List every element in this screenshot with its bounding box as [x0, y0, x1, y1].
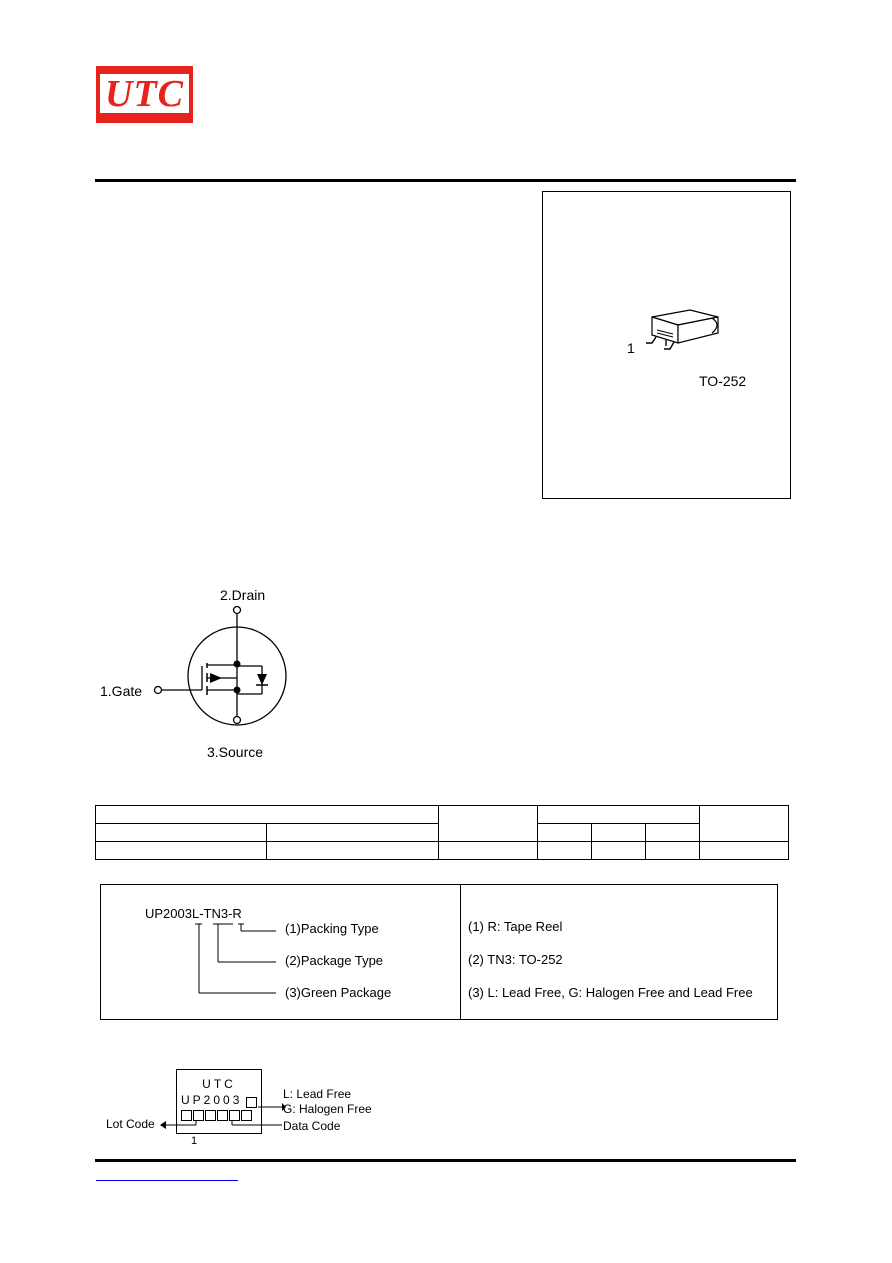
- ordering-info-table: [95, 805, 789, 860]
- table-cell: [439, 806, 537, 842]
- table-cell: [267, 824, 439, 842]
- logo-text: UTC: [105, 73, 184, 115]
- table-cell: [645, 842, 699, 860]
- mosfet-symbol-icon: [150, 600, 300, 730]
- table-cell: [699, 842, 788, 860]
- lot-code-arrow-icon: [160, 1121, 182, 1131]
- part-number: UP2003L-TN3-R: [145, 906, 242, 921]
- package-name: TO-252: [699, 373, 747, 389]
- package-pin1-label: 1: [627, 340, 635, 356]
- lead-free-label: L: Lead Free: [283, 1087, 352, 1101]
- decoder-divider: [460, 884, 461, 1020]
- field-desc-green-package: (3) L: Lead Free, G: Halogen Free and Lead Free: [468, 985, 753, 1000]
- halogen-free-label: G: Halogen Free: [283, 1102, 372, 1116]
- marking-pin1: 1: [191, 1135, 198, 1147]
- table-cell: [96, 824, 267, 842]
- table-cell: [537, 824, 591, 842]
- field-label-packing-type: (1)Packing Type: [285, 921, 379, 936]
- field-desc-packing-type: (1) R: Tape Reel: [468, 919, 563, 934]
- footer-rule: [95, 1159, 796, 1162]
- table-cell: [591, 824, 645, 842]
- table-cell: [537, 842, 591, 860]
- table-cell: [439, 842, 537, 860]
- drain-label: 2.Drain: [220, 587, 266, 603]
- decoder-leader-lines: [190, 921, 280, 996]
- website-link[interactable]: [96, 1166, 238, 1181]
- utc-logo: [96, 66, 193, 123]
- table-cell: [96, 806, 439, 824]
- data-code-label: Data Code: [283, 1119, 341, 1133]
- source-label: 3.Source: [207, 744, 264, 760]
- table-cell: [699, 806, 788, 842]
- lot-code-label: Lot Code: [106, 1117, 155, 1131]
- table-cell: [591, 842, 645, 860]
- to252-package-icon: [626, 300, 726, 362]
- marking-line2: UP2003: [181, 1093, 243, 1107]
- gate-label: 1.Gate: [100, 683, 143, 699]
- marking-line1: UTC: [202, 1077, 236, 1091]
- header-rule: [95, 179, 796, 182]
- table-cell: [96, 842, 267, 860]
- field-desc-package-type: (2) TN3: TO-252: [468, 952, 563, 967]
- table-cell: [645, 824, 699, 842]
- table-cell: [537, 806, 699, 824]
- table-cell: [267, 842, 439, 860]
- field-label-package-type: (2)Package Type: [285, 953, 384, 968]
- field-label-green-package: (3)Green Package: [285, 985, 392, 1000]
